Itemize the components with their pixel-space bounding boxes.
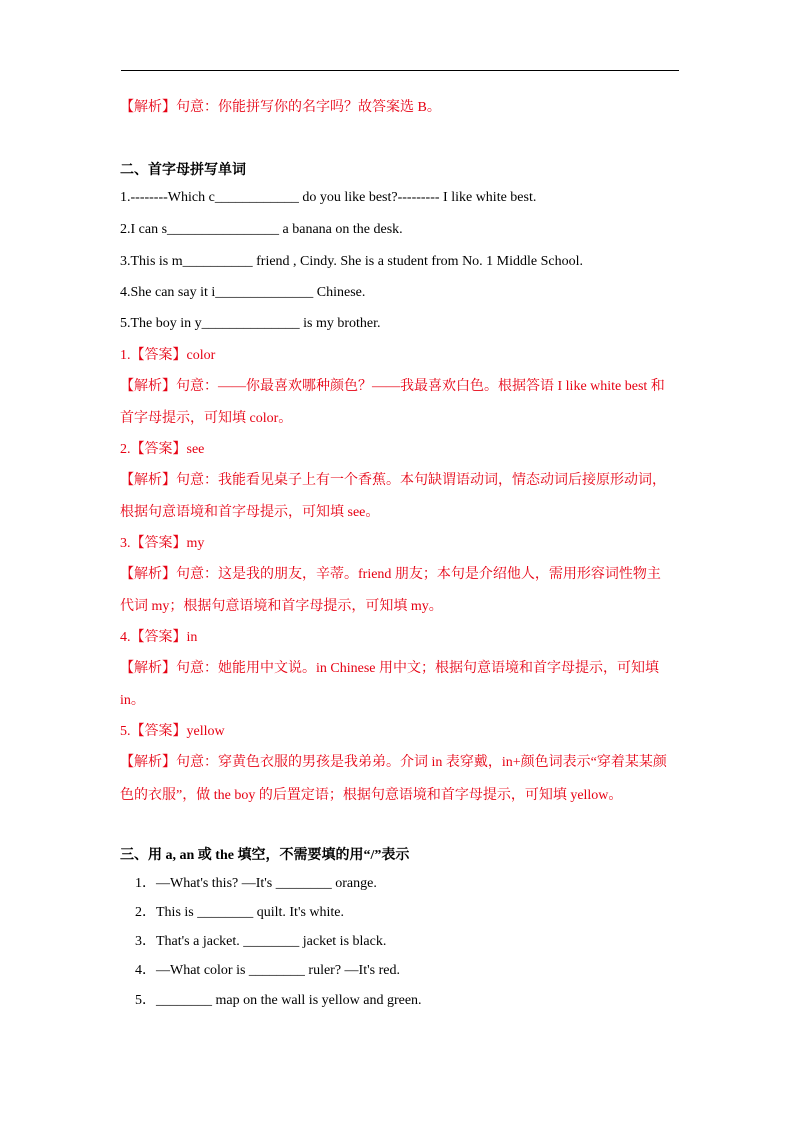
analysis-line: in。 xyxy=(120,693,145,708)
analysis-line: 【解析】句意：这是我的朋友，辛蒂。friend 朋友；本句是介绍他人，需用形容词性物主 xyxy=(120,567,661,582)
header-rule xyxy=(121,70,679,71)
analysis-line: 色的衣服”，做 the boy 的后置定语；根据句意语境和首字母提示，可知填 yellow。 xyxy=(120,788,623,803)
analysis-line: 【解析】句意：穿黄色衣服的男孩是我弟弟。介词 in 表穿戴，in+颜色词表示“穿着某某颜 xyxy=(120,755,667,770)
question-line: 1．—What's this? —It's ________ orange. xyxy=(135,876,377,891)
question-line: 1.--------Which c____________ do you like best?--------- I like white best. xyxy=(120,190,537,205)
question-line: 2.I can s________________ a banana on the desk. xyxy=(120,222,403,237)
question-line: 4.She can say it i______________ Chinese. xyxy=(120,285,366,300)
answer-label: 3.【答案】my xyxy=(120,536,205,551)
answer-label: 2.【答案】see xyxy=(120,442,205,457)
question-line: 3.This is m__________ friend , Cindy. She is a student from No. 1 Middle School. xyxy=(120,254,584,269)
question-line: 5．________ map on the wall is yellow and green. xyxy=(135,993,422,1008)
analysis-line: 根据句意语境和首字母提示，可知填 see。 xyxy=(120,505,380,520)
analysis-line: 【解析】句意：她能用中文说。in Chinese 用中文；根据句意语境和首字母提示，可知填 xyxy=(120,661,659,676)
answer-label: 4.【答案】in xyxy=(120,630,198,645)
answer-label: 1.【答案】color xyxy=(120,348,216,363)
question-line: 4．—What color is ________ ruler? —It's red. xyxy=(135,963,400,978)
prev-analysis: 【解析】句意：你能拼写你的名字吗？故答案选 B。 xyxy=(120,100,441,115)
question-line: 5.The boy in y______________ is my brother. xyxy=(120,316,381,331)
analysis-line: 代词 my；根据句意语境和首字母提示，可知填 my。 xyxy=(120,599,443,614)
question-line: 2．This is ________ quilt. It's white. xyxy=(135,905,345,920)
answer-label: 5.【答案】yellow xyxy=(120,724,225,739)
analysis-line: 【解析】句意：——你最喜欢哪种颜色？——我最喜欢白色。根据答语 I like white best 和 xyxy=(120,379,665,394)
question-line: 3．That's a jacket. ________ jacket is black. xyxy=(135,934,387,949)
analysis-line: 首字母提示，可知填 color。 xyxy=(120,411,293,426)
section3-title: 三、用 a, an 或 the 填空，不需要填的用“/”表示 xyxy=(120,848,410,863)
analysis-line: 【解析】句意：我能看见桌子上有一个香蕉。本句缺谓语动词，情态动词后接原形动词， xyxy=(120,473,666,488)
section2-title: 二、首字母拼写单词 xyxy=(120,163,246,178)
